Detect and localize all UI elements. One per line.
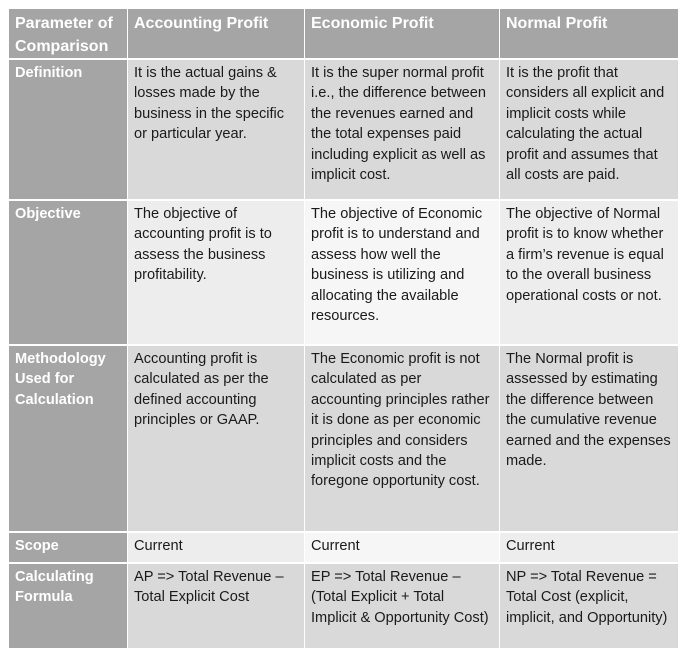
cell-accounting-objective: The objective of accounting profit is to assess the business profitability. — [128, 201, 305, 346]
cell-accounting-formula: AP => Total Revenue – Total Explicit Cost — [128, 564, 305, 650]
header-parameter: Parameter of Comparison — [9, 9, 128, 60]
cell-normal-objective: The objective of Normal profit is to know whether a firm’s revenue is equal to the overall business operational costs or not. — [500, 201, 678, 346]
row-methodology — [9, 346, 678, 533]
row-formula — [9, 564, 678, 650]
cell-accounting-scope: Current — [128, 533, 305, 564]
row-label-formula: Calculating Formula — [9, 564, 128, 650]
header-row — [9, 9, 678, 60]
header-accounting-profit: Accounting Profit — [128, 9, 305, 60]
row-definition — [9, 60, 678, 201]
header-economic-profit: Economic Profit — [305, 9, 500, 60]
row-scope — [9, 533, 678, 564]
cell-normal-methodology: The Normal profit is assessed by estimating the difference between the cumulative revenue earned and the expenses made. — [500, 346, 678, 533]
cell-economic-formula: EP => Total Revenue – (Total Explicit + Total Implicit & Opportunity Cost) — [305, 564, 500, 650]
cell-economic-objective: The objective of Economic profit is to understand and assess how well the business is utilizing and allocating the available resources. — [305, 201, 500, 346]
cell-normal-scope: Current — [500, 533, 678, 564]
cell-economic-scope: Current — [305, 533, 500, 564]
row-label-scope: Scope — [9, 533, 128, 564]
cell-accounting-methodology: Accounting profit is calculated as per the defined accounting principles or GAAP. — [128, 346, 305, 533]
cell-normal-definition: It is the profit that considers all explicit and implicit costs while calculating the actual profit and assumes that all costs are paid. — [500, 60, 678, 201]
row-label-objective: Objective — [9, 201, 128, 346]
comparison-table — [9, 9, 678, 650]
cell-accounting-definition: It is the actual gains & losses made by the business in the specific or particular year. — [128, 60, 305, 201]
row-label-definition: Definition — [9, 60, 128, 201]
row-objective — [9, 201, 678, 346]
cell-economic-methodology: The Economic profit is not calculated as per accounting principles rather it is done as per economic principles and considers implicit costs and the foregone opportunity cost. — [305, 346, 500, 533]
cell-economic-definition: It is the super normal profit i.e., the difference between the revenues earned and the total expenses paid including explicit as well as implicit cost. — [305, 60, 500, 201]
row-label-methodology: Methodology Used for Calculation — [9, 346, 128, 533]
cell-normal-formula: NP => Total Revenue = Total Cost (explicit, implicit, and Opportunity) — [500, 564, 678, 650]
header-normal-profit: Normal Profit — [500, 9, 678, 60]
